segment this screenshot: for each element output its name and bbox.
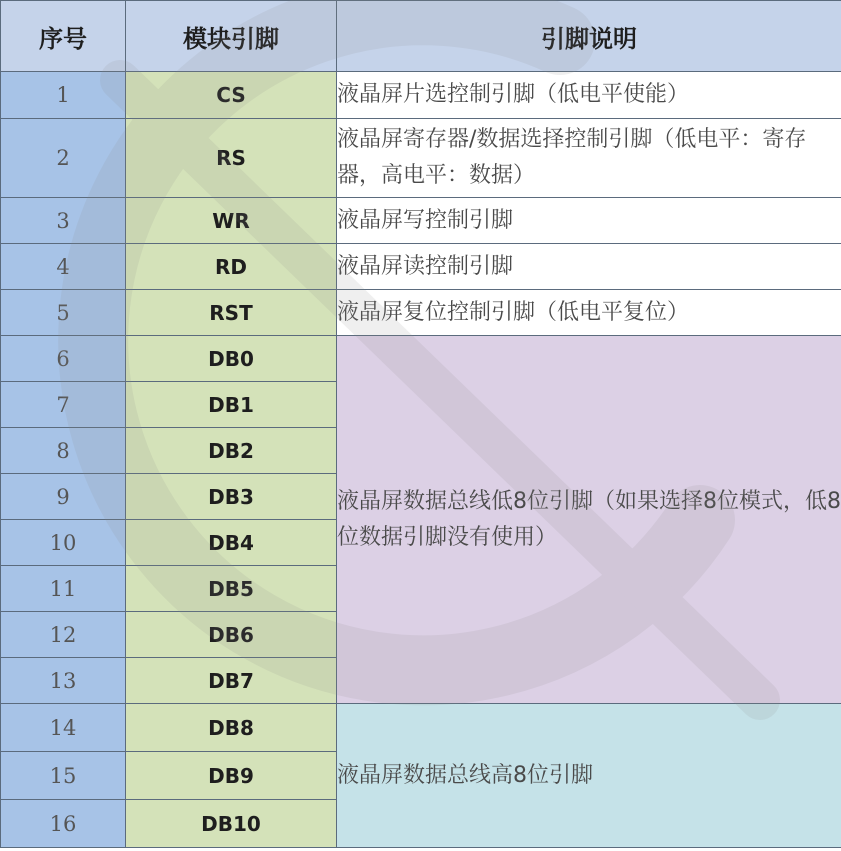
header-row	[1, 1, 841, 72]
table-row	[1, 290, 841, 336]
desc-cell: 液晶屏片选控制引脚（低电平使能）	[337, 72, 841, 119]
table-row	[1, 244, 841, 290]
pin-cell: WR	[126, 198, 337, 244]
seq-cell: 12	[1, 612, 126, 658]
pin-cell: RD	[126, 244, 337, 290]
table-row	[1, 72, 841, 119]
desc-cell: 液晶屏读控制引脚	[337, 244, 841, 290]
seq-cell: 14	[1, 704, 126, 752]
pin-cell: RST	[126, 290, 337, 336]
pin-cell: DB7	[126, 658, 337, 704]
table-row	[1, 198, 841, 244]
pin-cell: CS	[126, 72, 337, 119]
pin-cell: DB6	[126, 612, 337, 658]
seq-cell: 8	[1, 428, 126, 474]
seq-cell: 13	[1, 658, 126, 704]
table-row	[1, 704, 841, 752]
table-row	[1, 336, 841, 382]
desc-cell: 液晶屏复位控制引脚（低电平复位）	[337, 290, 841, 336]
seq-cell: 2	[1, 119, 126, 198]
seq-cell: 11	[1, 566, 126, 612]
seq-cell: 9	[1, 474, 126, 520]
header-desc: 引脚说明	[337, 1, 841, 72]
seq-cell: 10	[1, 520, 126, 566]
table-row	[1, 119, 841, 198]
pin-cell: DB5	[126, 566, 337, 612]
pin-cell: DB2	[126, 428, 337, 474]
pin-cell: DB10	[126, 800, 337, 848]
desc-cell-high-bus: 液晶屏数据总线高8位引脚	[337, 704, 841, 848]
pin-cell: DB8	[126, 704, 337, 752]
seq-cell: 16	[1, 800, 126, 848]
desc-cell-low-bus: 液晶屏数据总线低8位引脚（如果选择8位模式，低8位数据引脚没有使用）	[337, 336, 841, 704]
pin-cell: DB9	[126, 752, 337, 800]
seq-cell: 7	[1, 382, 126, 428]
seq-cell: 5	[1, 290, 126, 336]
pin-cell: DB4	[126, 520, 337, 566]
seq-cell: 1	[1, 72, 126, 119]
seq-cell: 15	[1, 752, 126, 800]
seq-cell: 3	[1, 198, 126, 244]
pin-cell: DB1	[126, 382, 337, 428]
seq-cell: 4	[1, 244, 126, 290]
header-seq: 序号	[1, 1, 126, 72]
pin-cell: RS	[126, 119, 337, 198]
seq-cell: 6	[1, 336, 126, 382]
desc-cell: 液晶屏寄存器/数据选择控制引脚（低电平：寄存器，高电平：数据）	[337, 119, 841, 198]
pin-cell: DB3	[126, 474, 337, 520]
desc-cell: 液晶屏写控制引脚	[337, 198, 841, 244]
pin-cell: DB0	[126, 336, 337, 382]
header-pin: 模块引脚	[126, 1, 337, 72]
